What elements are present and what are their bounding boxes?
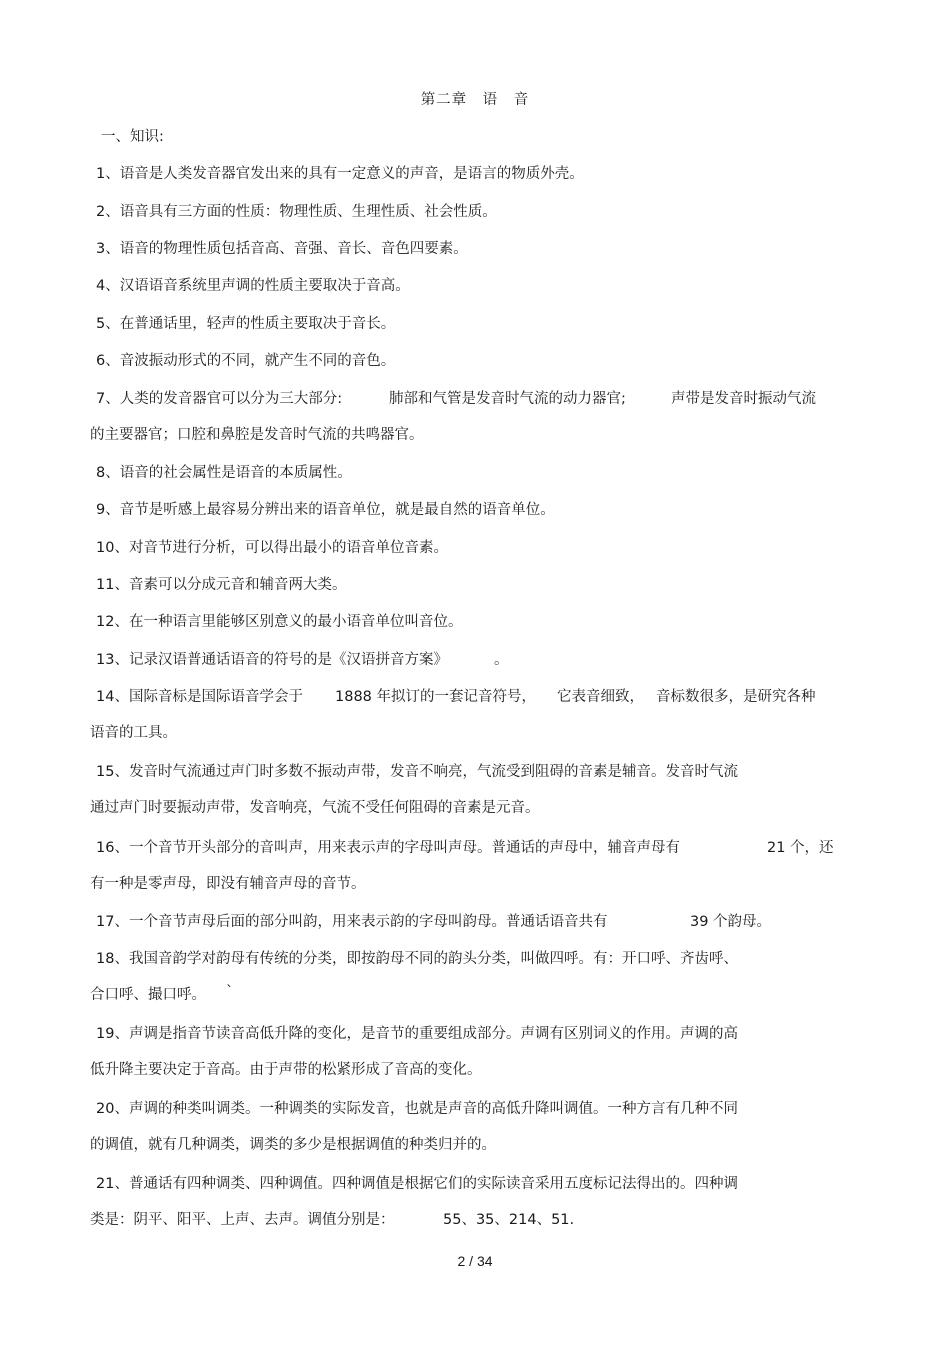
item-5: 5、在普通话里，轻声的性质主要取决于音长。 xyxy=(96,316,396,332)
item-3: 3、语音的物理性质包括音高、音强、音长、音色四要素。 xyxy=(96,241,468,257)
page-number: 2 / 34 xyxy=(457,1253,493,1269)
item-7-part-4: 的主要器官；口腔和鼻腔是发音时气流的共鸣器官。 xyxy=(90,427,424,443)
item-13-part-2: 。 xyxy=(494,652,509,668)
item-17-part-1: 17、一个音节声母后面的部分叫韵，用来表示韵的字母叫韵母。普通话语音共有 xyxy=(96,914,608,930)
item-20-line-2: 的调值，就有几种调类，调类的多少是根据调值的种类归并的。 xyxy=(90,1137,496,1153)
item-8: 8、语音的社会属性是语音的本质属性。 xyxy=(96,465,352,481)
item-7-part-3: 声带是发音时振动气流 xyxy=(671,391,816,407)
item-6: 6、音波振动形式的不同，就产生不同的音色。 xyxy=(96,353,396,369)
item-12: 12、在一种语言里能够区别意义的最小语音单位叫音位。 xyxy=(96,614,463,630)
item-11: 11、音素可以分成元音和辅音两大类。 xyxy=(96,577,347,593)
item-4: 4、汉语语音系统里声调的性质主要取决于音高。 xyxy=(96,278,410,294)
item-20-line-1: 20、声调的种类叫调类。一种调类的实际发音，也就是声音的高低升降叫调值。一种方言有几种不同 xyxy=(96,1101,738,1117)
item-14-part-1: 14、国际音标是国际语音学会于 xyxy=(96,689,303,705)
item-14-part-3: 它表音细致， xyxy=(557,689,644,705)
item-16-part-3: 有一种是零声母，即没有辅音声母的音节。 xyxy=(90,876,366,892)
item-19-line-2: 低升降主要决定于音高。由于声带的松紧形成了音高的变化。 xyxy=(90,1062,482,1078)
item-14-part-4: 音标数很多，是研究各种 xyxy=(656,689,816,705)
item-16-part-2: 21 个，还 xyxy=(767,840,834,856)
item-19-line-1: 19、声调是指音节读音高低升降的变化，是音节的重要组成部分。声调有区别词义的作用。声调的高 xyxy=(96,1026,738,1042)
item-15-line-1: 15、发音时气流通过声门时多数不振动声带，发音不响亮，气流受到阻碍的音素是辅音。发音时气流 xyxy=(96,764,738,780)
section-heading: 一、知识: xyxy=(101,129,164,145)
item-18-line-2: 合口呼、撮口呼。 xyxy=(90,987,206,1003)
item-13-part-1: 13、记录汉语普通话语音的符号的是《汉语拼音方案》 xyxy=(96,652,448,668)
item-14-part-2: 1888 年拟订的一套记音符号， xyxy=(335,689,537,705)
item-1: 1、语音是人类发音器官发出来的具有一定意义的声音，是语言的物质外壳。 xyxy=(96,166,584,182)
item-21-line-2: 类是：阴平、阳平、上声、去声。调值分别是： xyxy=(90,1212,395,1228)
item-15-line-2: 通过声门时要振动声带，发音响亮，气流不受任何阻碍的音素是元音。 xyxy=(90,800,540,816)
item-9: 9、音节是听感上最容易分辨出来的语音单位，就是最自然的语音单位。 xyxy=(96,502,555,518)
item-16-part-1: 16、一个音节开头部分的音叫声，用来表示声的字母叫声母。普通话的声母中，辅音声母有 xyxy=(96,840,680,856)
chapter-title: 第二章 语 音 xyxy=(420,92,530,108)
item-2: 2、语音具有三方面的性质：物理性质、生理性质、社会性质。 xyxy=(96,204,497,220)
item-14-part-5: 语音的工具。 xyxy=(90,725,177,741)
item-10: 10、对音节进行分析，可以得出最小的语音单位音素。 xyxy=(96,540,448,556)
item-7-part-1: 7、人类的发音器官可以分为三大部分: xyxy=(96,391,343,407)
item-21-tone-values: 55、35、214、51. xyxy=(443,1212,575,1228)
item-7-part-2: 肺部和气管是发音时气流的动力器官; xyxy=(389,391,626,407)
item-18-line-1: 18、我国音韵学对韵母有传统的分类，即按韵母不同的韵头分类，叫做四呼。有：开口呼、齐齿呼、 xyxy=(96,951,738,967)
item-21-line-1: 21、普通话有四种调类、四种调值。四种调值是根据它们的实际读音采用五度标记法得出的。四种调 xyxy=(96,1176,738,1192)
stray-mark: ` xyxy=(226,984,234,1000)
item-17-part-2: 39 个韵母。 xyxy=(690,914,772,930)
